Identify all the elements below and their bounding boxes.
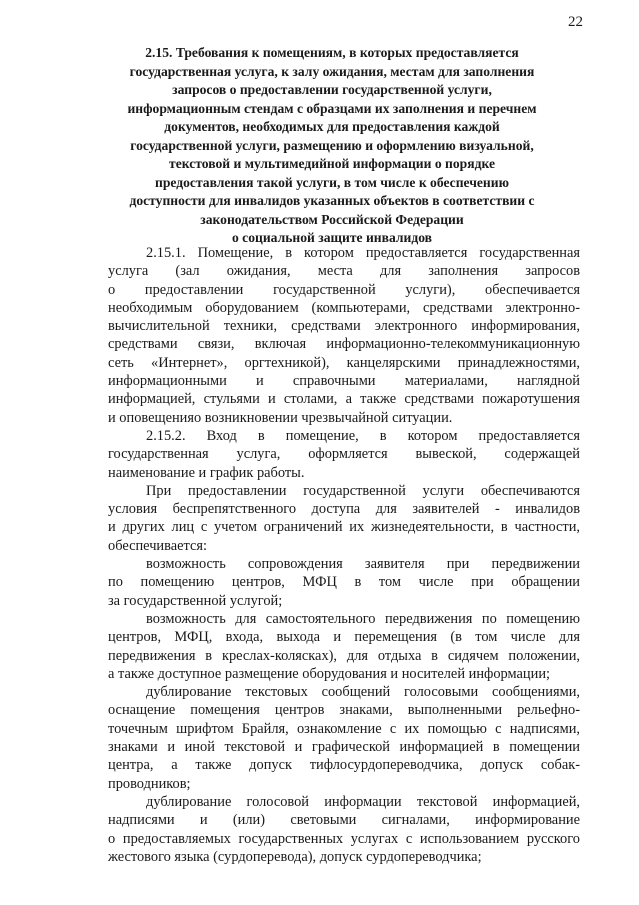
text-line: по помещению центров, МФЦ в том числе при обращении (108, 574, 580, 591)
text-line: дублирование текстовых сообщений голосовыми сообщениями, (146, 684, 580, 701)
paragraph-2-15-1 (108, 244, 580, 427)
text-line: услуга (зал ожидания, места для заполнения запросов (108, 263, 580, 280)
text-line: центра, а также допуск тифлосурдопереводчика, допуск собак- (108, 757, 580, 774)
heading-line: законодательством Российской Федерации (200, 211, 464, 227)
text-line: При предоставлении государственной услуги обеспечиваются (146, 482, 580, 499)
text-line: 2.15.1. Помещение, в котором предоставляется государственная (146, 245, 580, 261)
text-line: условия беспрепятственного доступа для заявителей - инвалидов (108, 501, 580, 518)
body-text (108, 244, 580, 866)
text-line: оснащение помещения центров знаками, выполненными рельефно- (108, 702, 580, 719)
text-line: передвижения в креслах-колясках), для отдыха в сидячем положении, (108, 647, 580, 664)
paragraph-2-15-2 (108, 427, 580, 482)
heading-line: текстовой и мультимедийной информации о порядке (169, 156, 495, 171)
heading-line: государственная услуга, к залу ожидания, местам для заполнения (129, 63, 535, 79)
text-line: о предоставляемых государственных услугах с использованием русского (108, 830, 580, 847)
paragraph-accessibility-intro (108, 482, 580, 555)
heading-line: доступности для инвалидов указанных объектов в соответствии с (129, 193, 535, 208)
section-heading (95, 44, 569, 248)
list-item-escort (108, 555, 580, 610)
list-item-text-duplication (108, 683, 580, 793)
text-line: информационными и справочными материалами, наглядной (108, 373, 580, 390)
text-line: дублирование голосовой информации текстовой информацией, (146, 793, 580, 810)
text-line: 2.15.2. Вход в помещение, в котором предоставляется (146, 427, 580, 444)
text-line: о предоставлении государственной услуги), обеспечивается (108, 281, 580, 298)
text-line: государственная услуга, оформляется вывеской, содержащей (108, 446, 580, 463)
heading-line: документов, необходимых для предоставления каждой (164, 119, 500, 134)
text-line: надписями и (или) световыми сигналами, информирование (108, 812, 580, 829)
page-number: 22 (568, 14, 583, 30)
list-item-voice-duplication (108, 793, 580, 866)
text-line: обеспечивается: (108, 537, 207, 554)
list-item-movement (108, 610, 580, 683)
text-line: точечным шрифтом Брайля, ознакомление с их помощью с надписями, (108, 720, 580, 737)
text-line: информацией, стульями и столами, а также средствами пожаротушения (108, 391, 580, 408)
text-line: жестового языка (сурдоперевода), допуск сурдопереводчика; (108, 848, 482, 865)
text-line: необходимым оборудованием (компьютерами, средствами электронно- (108, 299, 580, 316)
text-line: наименование и график работы. (108, 464, 305, 481)
heading-line: государственной услуги, размещению и оформлению визуальной, (130, 137, 534, 153)
text-line: возможность для самостоятельного передвижения по помещению (146, 610, 580, 627)
text-line: средствами связи, включая информационно-телекоммуникационную (108, 336, 580, 353)
text-line: вычислительной техники, средствами электронного информирования, (108, 318, 580, 335)
heading-line: о социальной защите инвалидов (231, 230, 433, 245)
heading-line: 2.15. Требования к помещениям, в которых предоставляется (145, 45, 519, 60)
text-line: и оповещенияо возникновении чрезвычайной ситуации. (108, 409, 453, 426)
heading-line: предоставления такой услуги, в том числе к обеспечению (155, 174, 509, 190)
text-line: сеть «Интернет», оргтехникой), канцелярскими принадлежностями, (108, 354, 580, 371)
text-line: знаками и иной текстовой и графической информацией в помещении (108, 739, 580, 756)
text-line: а также доступное размещение оборудования и носителей информации; (108, 665, 551, 682)
text-line: за государственной услугой; (108, 592, 283, 609)
heading-line: информационным стендам с образцами их заполнения и перечнем (127, 100, 537, 116)
text-line: возможность сопровождения заявителя при передвижении (146, 556, 580, 573)
text-line: центров, МФЦ, входа, выхода и перемещения (в том числе для (108, 629, 580, 646)
heading-line: запросов о предоставлении государственной услуги, (172, 82, 492, 97)
text-line: проводников; (108, 775, 191, 792)
text-line: и других лиц с учетом ограничений их жизнедеятельности, в частности, (108, 519, 580, 536)
